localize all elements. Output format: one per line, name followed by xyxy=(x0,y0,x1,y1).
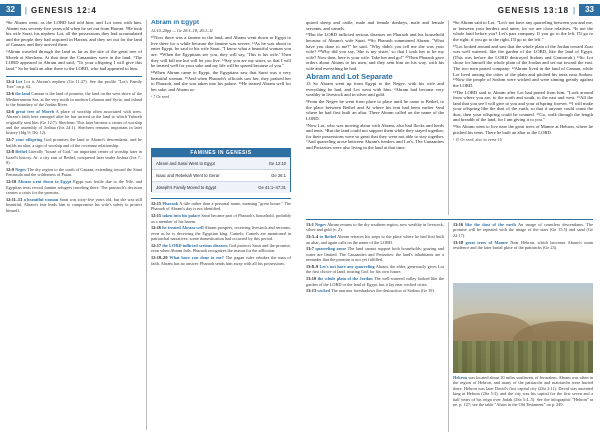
verse-paragraph: ⁶Abram traveled through the land as far as the site of the great tree of Moreh at Shechem. At that time the Canaanites were in the land. ⁷The LORD appeared to Abram and said, "To your offspring I will give this land." So he built an altar there to the LORD, who had appeared to him. xyxy=(6,49,142,71)
table-row xyxy=(152,169,290,181)
note-text: An image of countless descendants. The promise will be repeated with the image of the stars (Ge 15:5) and sand (Ge 22:17). xyxy=(453,222,593,238)
note-verse-ref: 12:17 xyxy=(151,243,162,249)
verse-paragraph: ³From the Negev he went from place to place until he came to Bethel, to the place between Bethel and Ai where his tent had been earlier ⁴and where he had first built an altar. There Abram called on the name of the LORD. xyxy=(306,99,444,121)
note-verse-ref: 12:9 xyxy=(6,167,14,173)
verse-paragraph xyxy=(6,73,142,74)
famine-event: Abram and Sarai Went to Egypt xyxy=(156,161,215,166)
photo-caption-text: was located about 20 miles southwest of Jerusalem. Abram was often in the region of Hebron, and many of the patriarchs and matriarchs were buried there. Hebron was later David's first capital city (2Sa 2:11). David was anointed king at Hebron (2Sa 5:3), and the city was his capital for the first seven and a half years of his reign over Judah (2Sa 5:4–5). See the infographic "Hebron" at ne. p. 127; see the table "Altars in the Old Testament" on p. 249. xyxy=(453,375,593,408)
note-lead: What have you done to me? xyxy=(169,255,224,261)
note-verse-ref: 13:1 xyxy=(306,222,314,227)
section-heading: Abram and Lot Separate xyxy=(306,71,393,81)
note-text: The well-watered valley looked like the garden of the LORD or the land of Egypt, but it lay near wicked cities. xyxy=(306,276,444,287)
note-verse-ref: 12:15 xyxy=(151,213,162,219)
study-notes-right-2 xyxy=(453,222,593,282)
note-lead: like the dust of the earth xyxy=(465,222,516,227)
note-text: The narrator foreshadows the destruction of Sodom (Ge 19). xyxy=(331,288,435,294)
notes-divider xyxy=(306,219,593,220)
study-note xyxy=(306,288,444,293)
note-lead: he treated Abram well xyxy=(162,225,204,231)
note-text: Lot is Abram's nephew (Ge 11:27). See the profile "Lot's Family Tree" on p. 62. xyxy=(6,79,142,90)
note-lead: great trees of Mamre xyxy=(465,239,508,245)
note-lead: Bethel xyxy=(15,149,27,155)
section-heading: Abram in Egypt xyxy=(151,20,200,26)
note-lead: great tree of Moreh xyxy=(15,108,55,114)
note-verse-ref: 13:10 xyxy=(306,276,317,282)
right-page-header xyxy=(300,3,600,17)
famine-event: Isaac and Rebekah Went to Gerar xyxy=(156,173,220,178)
hebron-landscape-photo xyxy=(453,283,593,373)
note-verse-ref: 13:7 xyxy=(306,246,314,252)
footnote: ᵃ 15 Or seed; also in verse 16 xyxy=(453,137,502,143)
header-separator: | xyxy=(573,5,576,15)
verse-paragraph: ¹⁸So Abram went to live near the great trees of Mamre at Hebron, where he pitched his tents. There he built an altar to the LORD. xyxy=(453,124,593,135)
verse-paragraph: ¹⁴The LORD said to Abram after Lot had parted from him, "Look around from where you are, to the north and south, to the east and west. ¹⁵All the land that you see I will give to you and your offspring forever. ¹⁶I will make your offspring like the dust of the earth, so that if anyone could count the dust, then your offspring could be counted. ¹⁷Go, walk through the length and breadth of the land, for I am giving it to you." xyxy=(453,89,593,123)
note-lead: taken into his palace xyxy=(162,213,201,219)
study-note xyxy=(453,222,593,238)
note-text: Sarai was sixty-five years old, but she was still beautiful. Abram's fear leads him to compromise his wife's safety to protect himself. xyxy=(6,196,142,213)
study-note xyxy=(6,197,142,213)
note-text: Abram returns to the dry southern region, now wealthy in livestock, silver and gold (v. 2). xyxy=(306,222,444,233)
verse-paragraph: quired sheep and cattle, male and female donkeys, male and female servants, and camels. xyxy=(306,20,444,31)
note-text: Canaan is the land of promise, the land on the west shore of the Mediterranean Sea, at the very north in modern Lebanon and Syria, and inland to the boundary of the Jordan River. xyxy=(6,91,142,108)
column-divider xyxy=(146,20,147,430)
verse-paragraph: ⁴So Abram went, as the LORD had told him; and Lot went with him. Abram was seventy-five years old when he set out from Harran. ⁵He took his wife Sarai, his nephew Lot, all the possessions they had accumulated and the people they had acquired in Harran, and they set out for the land of Canaan, and they arrived there. xyxy=(6,20,142,48)
verse-paragraph: ¹⁰Lot looked around and saw that the whole plain of the Jordan toward Zoar was well watered, like the garden of the LORD, like the land of Egypt. (This was before the LORD destroyed Sodom and Gomorrah.) ¹¹So Lot chose for himself the whole plain of the Jordan and set out toward the east. The two men parted company: ¹²Abram lived in the land of Canaan, while Lot lived among the cities of the plain and pitched his tents near Sodom. ¹³Now the people of Sodom were wicked and were sinning greatly against the LORD. xyxy=(453,43,593,88)
note-verse-ref: 13:18 xyxy=(453,239,464,245)
study-note xyxy=(453,240,593,251)
note-verse-ref: 12:10 xyxy=(6,179,17,185)
running-head-right: GENESIS 13:18 xyxy=(497,5,570,15)
study-note xyxy=(306,264,444,275)
study-notes-left-1 xyxy=(6,79,142,429)
famine-reference: Ge 41:1–47:31 xyxy=(258,185,286,190)
note-verse-ref: 12:8 xyxy=(6,149,14,155)
verse-paragraph: ¹⁴When Abram came to Egypt, the Egyptians saw that Sarai was a very beautiful woman. ¹⁵And when Pharaoh's officials saw her, they praised her to Pharaoh, and she was taken into his palace. ¹⁶He treated Abram well for her sake, and Abram ac- xyxy=(151,69,291,92)
left-page-header xyxy=(0,3,300,17)
study-note xyxy=(6,79,142,90)
page-number-left: 32 xyxy=(0,4,21,16)
study-note xyxy=(6,179,142,195)
study-notes-right-1 xyxy=(306,222,444,432)
verse-paragraph: 13 So Abram went up from Egypt to the Negev, with his wife and everything he had, and Lot went with him. ²Abram had become very wealthy in livestock and in silver and gold. xyxy=(306,81,444,98)
scripture-column-4 xyxy=(453,20,593,230)
note-lead: the LORD inflicted serious diseases xyxy=(162,243,228,249)
study-note xyxy=(6,109,142,136)
scripture-column-1 xyxy=(6,20,142,74)
note-text: The dry region to the south of Canaan, extending toward the Sinai Peninsula and the wilderness of Paran. xyxy=(6,167,142,178)
column-divider xyxy=(448,20,449,215)
study-note xyxy=(306,222,444,233)
verse-paragraph: ¹⁰Now there was a famine in the land, and Abram went down to Egypt to live there for a while because the famine was severe. ¹¹As he was about to enter Egypt, he said to his wife Sarai, "I know what a beautiful woman you are. ¹²When the Egyptians see you, they will say, 'This is his wife.' Then they will kill me but will let you live. ¹³Say you are my sister, so that I will be treated well for your sake and my life will be spared because of you." xyxy=(151,35,291,69)
note-lead: Let's not have any quarreling xyxy=(319,264,375,270)
header-separator: | xyxy=(24,5,27,15)
study-note xyxy=(306,276,444,287)
note-verse-ref: 12:7 xyxy=(6,137,14,143)
note-lead: quarreling arose xyxy=(315,246,347,252)
note-lead: wicked xyxy=(317,288,331,294)
note-text: Egypt was fertile due to the Nile, and Egyptian texts record famine refugees traveling there. The patriarch's decision creates a crisis for the promise. xyxy=(6,179,142,196)
note-text: The pagan ruler rebukes the man of faith. Abram has no answer. Pharaoh sends him away with all his possessions. xyxy=(151,255,291,266)
study-note xyxy=(306,246,444,262)
note-text: Literally "house of God," an important center of worship later in Israel's history. Ai: a city east of Bethel, conquered later under Joshua (Jos 7–8). xyxy=(6,149,142,166)
note-verse-ref: 13:3–4 xyxy=(306,234,319,240)
famines-table-title: FAMINES IN GENESIS xyxy=(152,149,290,157)
scripture-column-3 xyxy=(306,20,444,216)
note-lead: Negev xyxy=(15,167,27,173)
table-row xyxy=(152,181,290,193)
famine-event: Joseph's Family Moved to Egypt xyxy=(156,185,217,190)
footnote: ᵃ 7 Or seed xyxy=(151,94,170,100)
note-lead: a beautiful woman xyxy=(23,196,59,202)
note-text: God protects Sarai and the promise, even when Abram fails. Pharaoh recognizes the reason for the affliction. xyxy=(151,243,291,254)
note-verse-ref: 13:13 xyxy=(306,288,317,294)
note-lead: the whole plain of the Jordan xyxy=(317,276,373,282)
note-text: Abram retraces his steps to the place where he had first built an altar, and again calls on the name of the LORD. xyxy=(306,234,444,245)
note-verse-ref: 12:4 xyxy=(6,79,14,84)
famine-reference: Ge 12:10 xyxy=(268,161,286,166)
study-notes-left-2 xyxy=(151,201,291,431)
verse-paragraph: ⁵Now Lot, who was moving about with Abram, also had flocks and herds and tents. ⁶But the land could not support them while they stayed together, for their possessions were so great that they were not able to stay together. ⁷And quarreling arose between Abram's herders and Lot's. The Canaanites and Perizzites were also living in the land at that time. xyxy=(306,122,444,151)
note-text: Near Hebron, which becomes Abram's main residence and the later burial place of the patriarchs (Ge 23). xyxy=(453,239,593,251)
verse-paragraph: ⁸So Abram said to Lot, "Let's not have any quarreling between you and me, or between your herders and mine, for we are close relatives. ⁹Is not the whole land before you? Let's part company. If you go to the left, I'll go to the right; if you go to the right, I'll go to the left." xyxy=(453,20,593,42)
study-note xyxy=(151,213,291,224)
study-note xyxy=(306,234,444,245)
note-text: The land cannot support both households; grazing and water are limited. The Canaanites and Perizzites: the land's inhabitants are a reminder that the promise is not yet fulfilled. xyxy=(306,246,444,263)
note-lead: to Bethel xyxy=(319,234,337,240)
note-verse-ref: 13:8–9 xyxy=(306,264,319,270)
verse-paragraph: ¹⁷But the LORD inflicted serious diseases on Pharaoh and his household because of Abram's wife Sarai. ¹⁸So Pharaoh summoned Abram. "What have you done to me?" he said. "Why didn't you tell me she was your wife? ¹⁹Why did you say, 'She is my sister,' so that I took her to be my wife? Now then, here is your wife. Take her and go!" ²⁰Then Pharaoh gave orders about Abram to his men, and they sent him on his way, with his wife and everything he had. xyxy=(306,32,444,71)
note-verse-ref: 12:6 xyxy=(6,91,14,97)
note-verse-ref: 12:11–13 xyxy=(6,196,23,202)
note-lead: Pharaoh xyxy=(162,201,179,206)
photo-caption xyxy=(453,375,593,407)
famine-reference: Ge 26:1 xyxy=(271,173,286,178)
study-note xyxy=(151,243,291,254)
running-head-left: GENESIS 12:4 xyxy=(30,5,97,15)
parallel-reference: 12:10–20pp — Ge 20:1–18; 26:1–11 xyxy=(151,27,214,33)
study-note xyxy=(151,201,291,212)
note-text: Sarai became part of Pharaoh's household, probably as a member of his harem. xyxy=(151,213,291,224)
notes-divider xyxy=(6,76,142,77)
study-note xyxy=(151,225,291,241)
note-verse-ref: 12:18–20 xyxy=(151,255,168,261)
page-number-right: 33 xyxy=(579,4,600,16)
note-text: A title rather than a personal name, meaning "great house." The Pharaoh of Abram's day is not identified. xyxy=(151,201,291,212)
note-lead: your offspring xyxy=(15,137,43,143)
photo-caption-lead: Hebron xyxy=(453,375,468,380)
note-text: Abram, the elder, generously gives Lot the first choice of land, trusting God for his own future. xyxy=(306,264,444,275)
note-verse-ref: 12:16 xyxy=(151,225,162,231)
note-verse-ref: 13:16 xyxy=(453,222,464,227)
column-divider xyxy=(448,222,449,432)
study-note xyxy=(6,167,142,178)
famines-table xyxy=(151,148,291,192)
note-text: A place of worship often associated with trees. Abram's faith here emerged after he has arrived in the land to which Yahweh originally sent him (Ge 12:7). Shechem: This later became a center of worship and the assembly of Joshua (Jos 24:1). Shechem remains important in later history (Jdg 9; 1Ki 12). xyxy=(6,108,142,136)
note-verse-ref: 12:6 xyxy=(6,108,14,114)
note-text: God promises the land to Abram's descendants, and he builds an altar, a sign of worship and of the covenant relationship. xyxy=(6,137,142,148)
notes-divider xyxy=(151,198,291,199)
note-lead: the land xyxy=(15,91,31,97)
note-lead: Abram went down to Egypt xyxy=(17,179,72,185)
note-verse-ref: 12:15 xyxy=(151,201,162,206)
study-note xyxy=(6,91,142,107)
study-note xyxy=(6,149,142,165)
note-lead: Lot xyxy=(15,79,23,84)
study-note xyxy=(151,255,291,266)
study-note xyxy=(6,137,142,148)
table-row xyxy=(152,157,290,169)
note-lead: Negev xyxy=(315,222,327,227)
note-text: Abram prospers, receiving livestock and servants, even as he is deceiving the Egyptian king. Camels: Camels are mentioned in patriarchal narratives; some domestication had occurred by this period. xyxy=(151,225,291,242)
